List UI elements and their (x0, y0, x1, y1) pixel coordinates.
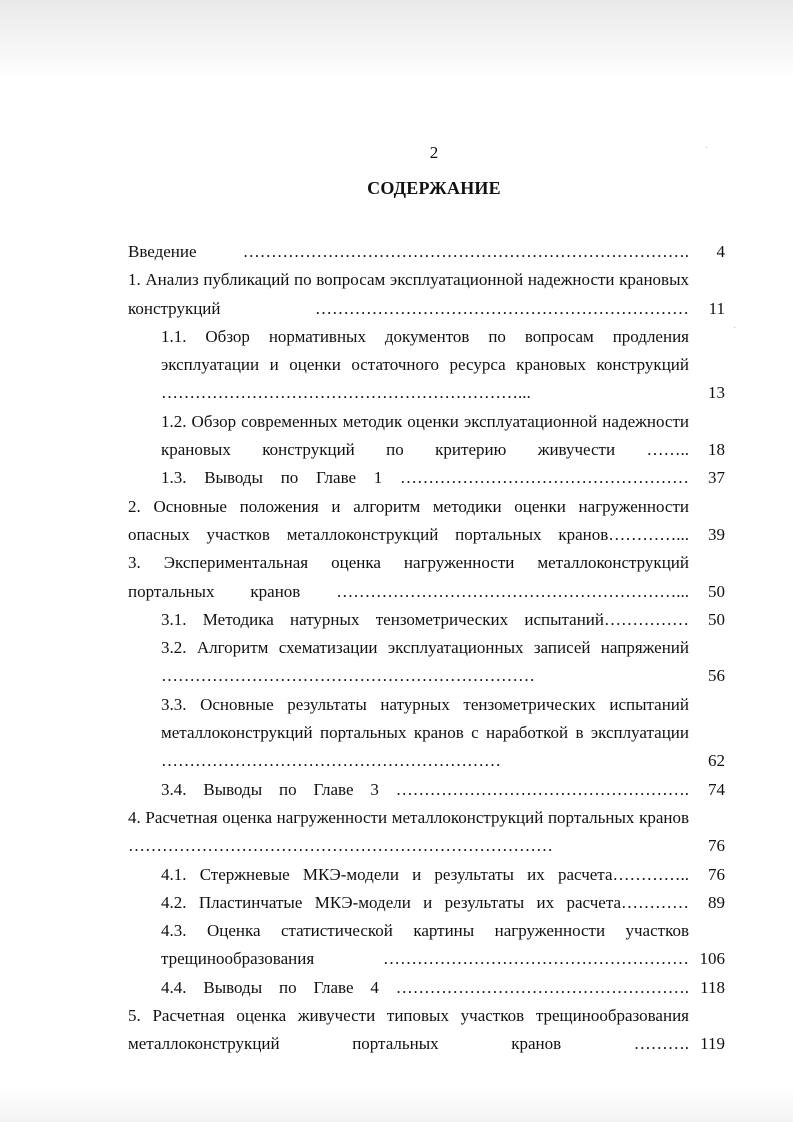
toc-entry-title: 3. Экспериментальная оценка нагруженности металлоконструкций портальных кранов ……………………………………………………... (128, 553, 689, 601)
page-number: 2 (429, 143, 439, 162)
toc-entry-page: 76 (708, 864, 725, 884)
toc-entry-title: Введение ……………………………………………………………………. (128, 242, 689, 261)
toc-entry-page: 11 (708, 298, 725, 318)
toc-entry-title: 1.3. Выводы по Главе 1 …………………………………………… (161, 468, 689, 488)
toc-entry-title: 5. Расчетная оценка живучести типовых участков трещинообразования металлоконструкций портальных кранов ………. (128, 1006, 689, 1054)
toc-entry (161, 606, 725, 634)
toc-entry (161, 634, 725, 691)
toc-entry (161, 691, 725, 776)
scan-speck: · (733, 323, 737, 334)
toc-entry-page: 119 (700, 1034, 725, 1054)
toc-entry (128, 549, 725, 606)
toc-entry-title: 4.1. Стержневые МКЭ-модели и результаты их расчета………….. (161, 864, 689, 884)
toc-entry-page: 76 (708, 836, 725, 856)
toc-entry-page: 89 (708, 892, 725, 912)
scan-margin-top (0, 0, 793, 80)
toc-entry (161, 917, 725, 974)
toc-entry (161, 889, 725, 917)
toc-entry-title: 2. Основные положения и алгоритм методики оценки нагруженности опасных участков металлоконструкций портальных кранов…………... (128, 496, 689, 544)
toc-entry-page: 50 (708, 609, 725, 629)
toc-entry (161, 974, 725, 1002)
toc-entry (161, 408, 725, 465)
toc-entry-page: 13 (708, 383, 725, 403)
toc-entry-title: 1.2. Обзор современных методик оценки эксплуатационной надежности крановых конструкций по критерию живучести …….. (161, 411, 689, 460)
toc-entry-page: 37 (708, 468, 725, 488)
toc-entry-page: 39 (708, 524, 725, 544)
page-title: СОДЕРЖАНИЕ (367, 178, 501, 198)
toc-entry-page: 50 (708, 581, 725, 601)
scan-speck: · (705, 143, 709, 154)
toc-entry (128, 266, 725, 323)
toc-entry (161, 464, 725, 492)
toc-entry (161, 323, 725, 408)
toc-entry-page: 106 (699, 949, 725, 969)
toc-entry-title: 3.2. Алгоритм схематизации эксплуатационных записей напряжений ………………………………………………………… (161, 638, 689, 686)
toc-entry-page: 118 (700, 977, 725, 997)
toc-entry-title: 1.1. Обзор нормативных документов по вопросам продления эксплуатации и оценки остаточного ресурса крановых конструкций ………………………………………………………... (161, 326, 689, 403)
toc-entry-title: 4.3. Оценка статистической картины нагруженности участков трещинообразования ……………………………………………… (161, 921, 689, 969)
toc-entry (128, 804, 725, 861)
toc-entry (161, 776, 725, 804)
toc-entry-page: 4 (716, 242, 725, 261)
toc-entry-page: 56 (708, 666, 725, 686)
toc-entry-title: 3.4. Выводы по Главе 3 ……………………………………………. (161, 779, 689, 799)
table-of-contents (128, 238, 725, 1059)
toc-entry (161, 861, 725, 889)
toc-entry (128, 238, 725, 266)
toc-entry-title: 3.1. Методика натурных тензометрических испытаний…………… (161, 609, 689, 629)
toc-entry-title: 4. Расчетная оценка нагруженности металлоконструкций портальных кранов ………………………………………………………………… (128, 807, 689, 856)
toc-entry-title: 1. Анализ публикаций по вопросам эксплуатационной надежности крановых конструкций ………………………………………………………… (128, 270, 689, 318)
toc-entry (128, 1002, 725, 1059)
toc-entry-title: 4.4. Выводы по Главе 4 ……………………………………………. (161, 977, 689, 997)
toc-entry-page: 18 (708, 440, 725, 460)
toc-entry (128, 493, 725, 550)
toc-entry-page: 62 (708, 751, 725, 771)
toc-entry-page: 74 (708, 779, 725, 799)
scan-margin-bottom (0, 1086, 793, 1122)
toc-entry-title: 3.3. Основные результаты натурных тензометрических испытаний металлоконструкций портальных кранов с наработкой в эксплуатации …………………………………………………… (161, 694, 689, 771)
toc-entry-title: 4.2. Пластинчатые МКЭ-модели и результаты их расчета………… (161, 892, 689, 912)
